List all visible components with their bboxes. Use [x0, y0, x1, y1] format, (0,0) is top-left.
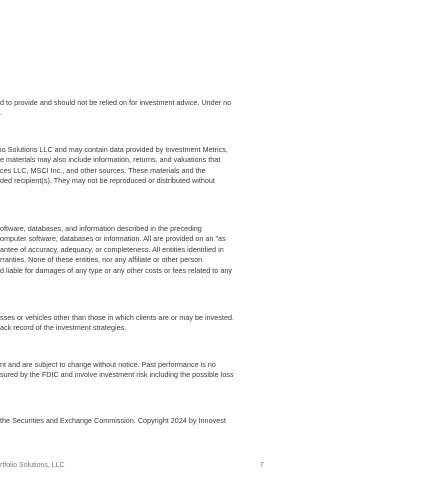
paragraph-2-line-4: ded recipient(s). They may not be reproduced or distributed without: [0, 176, 215, 185]
paragraph-4-line-2: ack record of the investment strategies.: [0, 323, 127, 332]
paragraph-2-line-1: io Solutions LLC and may contain data provided by Investment Metrics,: [0, 145, 228, 154]
paragraph-5-line-1: nt and are subject to change without notice. Past performance is no: [0, 360, 216, 369]
paragraph-1-line-2: .: [0, 108, 3, 117]
paragraph-4-line-1: sses or vehicles other than those in which clients are or may be invested.: [0, 313, 234, 322]
paragraph-1-line-1: d to provide and should not be relied on for investment advice. Under no: [0, 98, 232, 107]
paragraph-5-line-2: sured by the FDIC and involve investment risk including the possible loss: [0, 370, 234, 379]
paragraph-3-line-4: rranties. None of these entities, nor any affiliate or other person: [0, 255, 203, 264]
page-number: 7: [260, 462, 264, 469]
paragraph-3-line-3: antee of accuracy, adequacy, or completeness. All entities identified in: [0, 245, 224, 254]
paragraph-6-line-1: the Securities and Exchange Commission. Copyright 2024 by Innovest: [0, 416, 226, 425]
paragraph-3-line-5: d liable for damages of any type or any other costs or fees related to any: [0, 266, 233, 275]
paragraph-3-line-2: omputer software, databases or information. All are provided on an "as: [0, 234, 226, 243]
footer-company: rtfolio Solutions, LLC: [0, 462, 65, 469]
paragraph-2-line-3: ces LLC, MSCI Inc., and other sources. These materials and the: [0, 166, 206, 175]
paragraph-3-line-1: oftware, databases, and information described in the preceding: [0, 224, 202, 233]
paragraph-2-line-2: e materials may also include information, returns, and valuations that: [0, 155, 221, 164]
